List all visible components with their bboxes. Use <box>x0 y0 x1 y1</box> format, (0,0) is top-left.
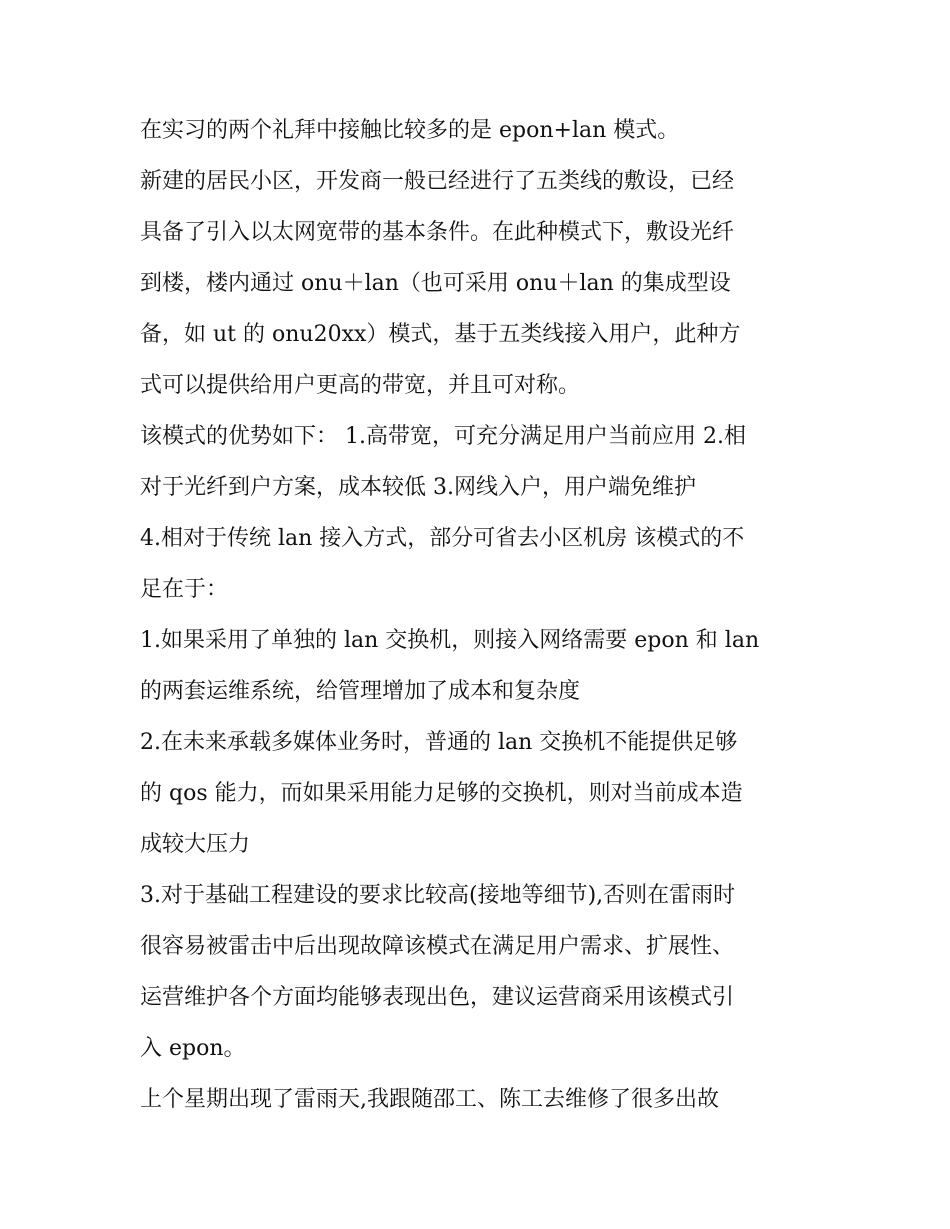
text-line-8: 对于光纤到户方案，成本较低 3.网线入户，用户端免维护 <box>140 475 696 500</box>
text-line-12: 的两套运维系统，给管理增加了成本和复杂度 <box>140 679 581 704</box>
text-line-4: 到楼，楼内通过 onu＋lan（也可采用 onu＋lan 的集成型设 <box>140 271 731 296</box>
text-line-10: 足在于： <box>140 577 229 602</box>
text-line-2: 新建的居民小区，开发商一般已经进行了五类线的敷设，已经 <box>140 169 735 194</box>
text-line-17: 很容易被雷击中后出现故障该模式在满足用户需求、扩展性、 <box>140 934 735 959</box>
document-body <box>140 105 820 1125</box>
text-line-15: 成较大压力 <box>140 832 251 857</box>
text-line-13: 2.在未来承载多媒体业务时，普通的 lan 交换机不能提供足够 <box>140 730 738 755</box>
text-line-1: 在实习的两个礼拜中接触比较多的是 epon+lan 模式。 <box>140 118 680 143</box>
text-line-19: 入 epon。 <box>140 1036 246 1061</box>
text-line-9: 4.相对于传统 lan 接入方式，部分可省去小区机房 该模式的不 <box>140 526 745 551</box>
text-line-6: 式可以提供给用户更高的带宽，并且可对称。 <box>140 373 581 398</box>
text-line-7: 该模式的优势如下： 1.高带宽，可充分满足用户当前应用 2.相 <box>140 424 746 449</box>
text-line-18: 运营维护各个方面均能够表现出色，建议运营商采用该模式引 <box>140 985 735 1010</box>
text-line-5: 备，如 ut 的 onu20xx）模式，基于五类线接入用户，此种方 <box>140 322 741 347</box>
text-line-3: 具备了引入以太网宽带的基本条件。在此种模式下，敷设光纤 <box>140 220 735 245</box>
text-line-20: 上个星期出现了雷雨天,我跟随邵工、陈工去维修了很多出故 <box>140 1087 719 1112</box>
text-line-14: 的 qos 能力，而如果采用能力足够的交换机，则对当前成本造 <box>140 781 743 806</box>
text-line-16: 3.对于基础工程建设的要求比较高(接地等细节),否则在雷雨时 <box>140 883 736 908</box>
text-line-11: 1.如果采用了单独的 lan 交换机，则接入网络需要 epon 和 lan <box>140 628 760 653</box>
